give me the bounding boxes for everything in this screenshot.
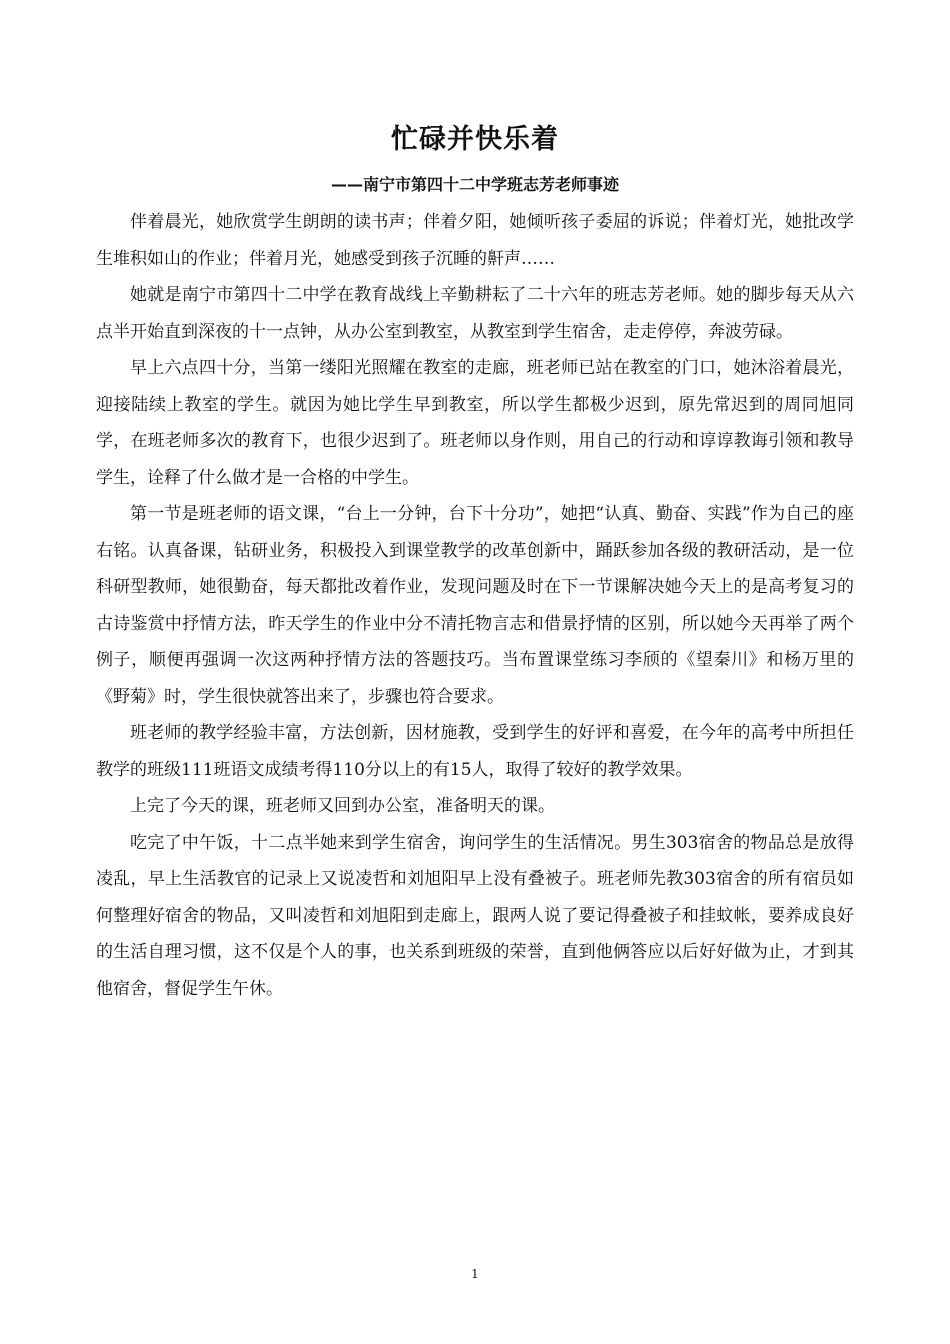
document-subtitle: ——南宁市第四十二中学班志芳老师事迹 — [330, 175, 619, 194]
paragraph: 她就是南宁市第四十二中学在教育战线上辛勤耕耘了二十六年的班志芳老师。她的脚步每天从六点半开始直到深夜的十一点钟，从办公室到教室，从教室到学生宿舍，走走停停，奔波劳碌。 — [96, 285, 854, 342]
paragraph: 上完了今天的课，班老师又回到办公室，准备明天的课。 — [130, 796, 555, 816]
document-body — [96, 204, 854, 1007]
document-title: 忙碌并快乐着 — [391, 124, 559, 155]
paragraph: 第一节是班老师的语文课，“台上一分钟，台下十分功”，她把“认真、勤奋、实践”作为自己的座右铭。认真备课，钻研业务，积极投入到课堂教学的改革创新中，踊跃参加各级的教研活动，是一位科研型教师，她很勤奋，每天都批改着作业，发现问题及时在下一节课解决她今天上的是高考复习的古诗鉴赏中抒情方法，昨天学生的作业中分不清托物言志和借景抒情的区别，所以她今天再举了两个例子，顺便再强调一次这两种抒情方法的答题技巧。当布置课堂练习李颀的《望秦川》和杨万里的《野菊》时，学生很快就答出来了，步骤也符合要求。 — [96, 504, 854, 707]
paragraph: 伴着晨光，她欣赏学生朗朗的读书声；伴着夕阳，她倾听孩子委屈的诉说；伴着灯光，她批改学生堆积如山的作业；伴着月光，她感受到孩子沉睡的鼾声…… — [96, 212, 854, 269]
paragraph: 班老师的教学经验丰富，方法创新，因材施教，受到学生的好评和喜爱，在今年的高考中所担任教学的班级111班语文成绩考得110分以上的有15人，取得了较好的教学效果。 — [96, 723, 854, 780]
page-number: 1 — [471, 1267, 479, 1281]
paragraph: 吃完了中午饭，十二点半她来到学生宿舍，询问学生的生活情况。男生303宿舍的物品总是放得凌乱，早上生活教官的记录上又说凌哲和刘旭阳早上没有叠被子。班老师先教303宿舍的所有宿员如何整理好宿舍的物品，又叫凌哲和刘旭阳到走廊上，跟两人说了要记得叠被子和挂蚊帐，要养成良好的生活自理习惯，这不仅是个人的事，也关系到班级的荣誉，直到他俩答应以后好好做为止，才到其他宿舍，督促学生午休。 — [96, 832, 854, 999]
paragraph: 早上六点四十分，当第一缕阳光照耀在教室的走廊，班老师已站在教室的门口，她沐浴着晨光，迎接陆续上教室的学生。就因为她比学生早到教室，所以学生都极少迟到，原先常迟到的周同旭同学，在班老师多次的教育下，也很少迟到了。班老师以身作则，用自己的行动和谆谆教诲引领和教导学生，诠释了什么做才是一合格的中学生。 — [96, 358, 854, 488]
